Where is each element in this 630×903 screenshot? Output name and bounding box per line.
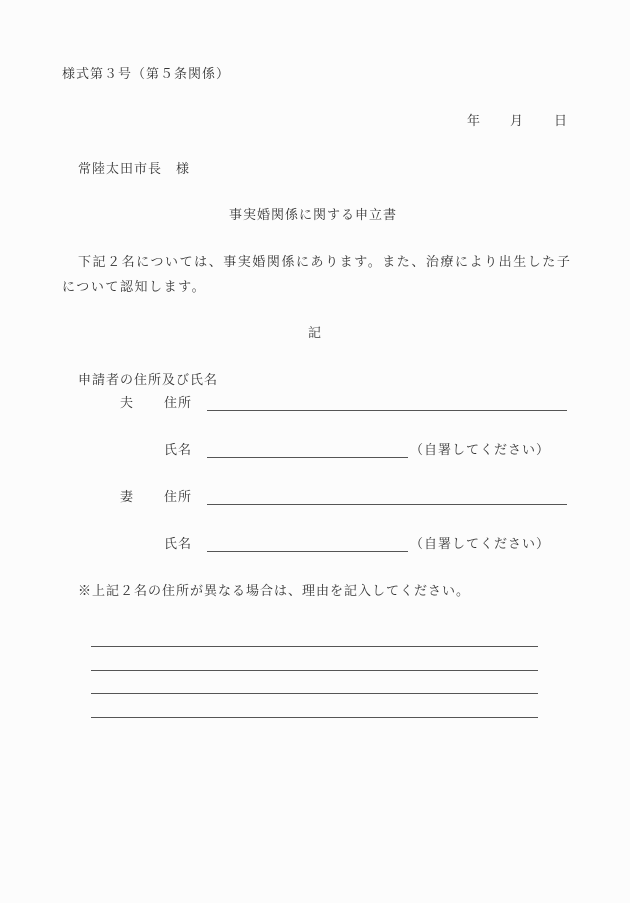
applicants-heading: 申請者の住所及び氏名 [78, 373, 219, 388]
wife-name-underline [207, 551, 408, 552]
husband-address-underline [207, 410, 567, 411]
husband-name-underline [207, 457, 408, 458]
husband-name-label: 氏名 [164, 443, 193, 458]
address-difference-note: ※上記２名の住所が異なる場合は、理由を記入してください。 [78, 584, 471, 599]
date-day-label: 日 [554, 114, 569, 129]
date-month-label: 月 [510, 114, 525, 129]
wife-name-label: 氏名 [164, 537, 193, 552]
reason-underline-3 [91, 693, 538, 694]
reason-underline-2 [91, 670, 538, 671]
husband-address-label: 住所 [164, 396, 193, 411]
wife-address-underline [207, 504, 567, 505]
reason-underline-4 [91, 717, 538, 718]
addressee: 常陸太田市長 様 [78, 162, 191, 177]
document-title: 事実婚関係に関する申立書 [229, 208, 398, 223]
body-text-line-2: について認知します。 [62, 280, 207, 295]
body-text-line-1: 下記２名については、事実婚関係にあります。また、治療により出生した子 [78, 255, 572, 270]
wife-signature-note: （自署してください） [410, 537, 551, 552]
husband-label: 夫 [120, 396, 135, 411]
date-year-label: 年 [467, 114, 482, 129]
reason-underline-1 [91, 646, 538, 647]
form-number: 様式第３号（第５条関係） [62, 67, 231, 82]
wife-address-label: 住所 [164, 490, 193, 505]
ki-heading: 記 [308, 326, 323, 341]
husband-signature-note: （自署してください） [410, 443, 551, 458]
wife-label: 妻 [120, 490, 135, 505]
